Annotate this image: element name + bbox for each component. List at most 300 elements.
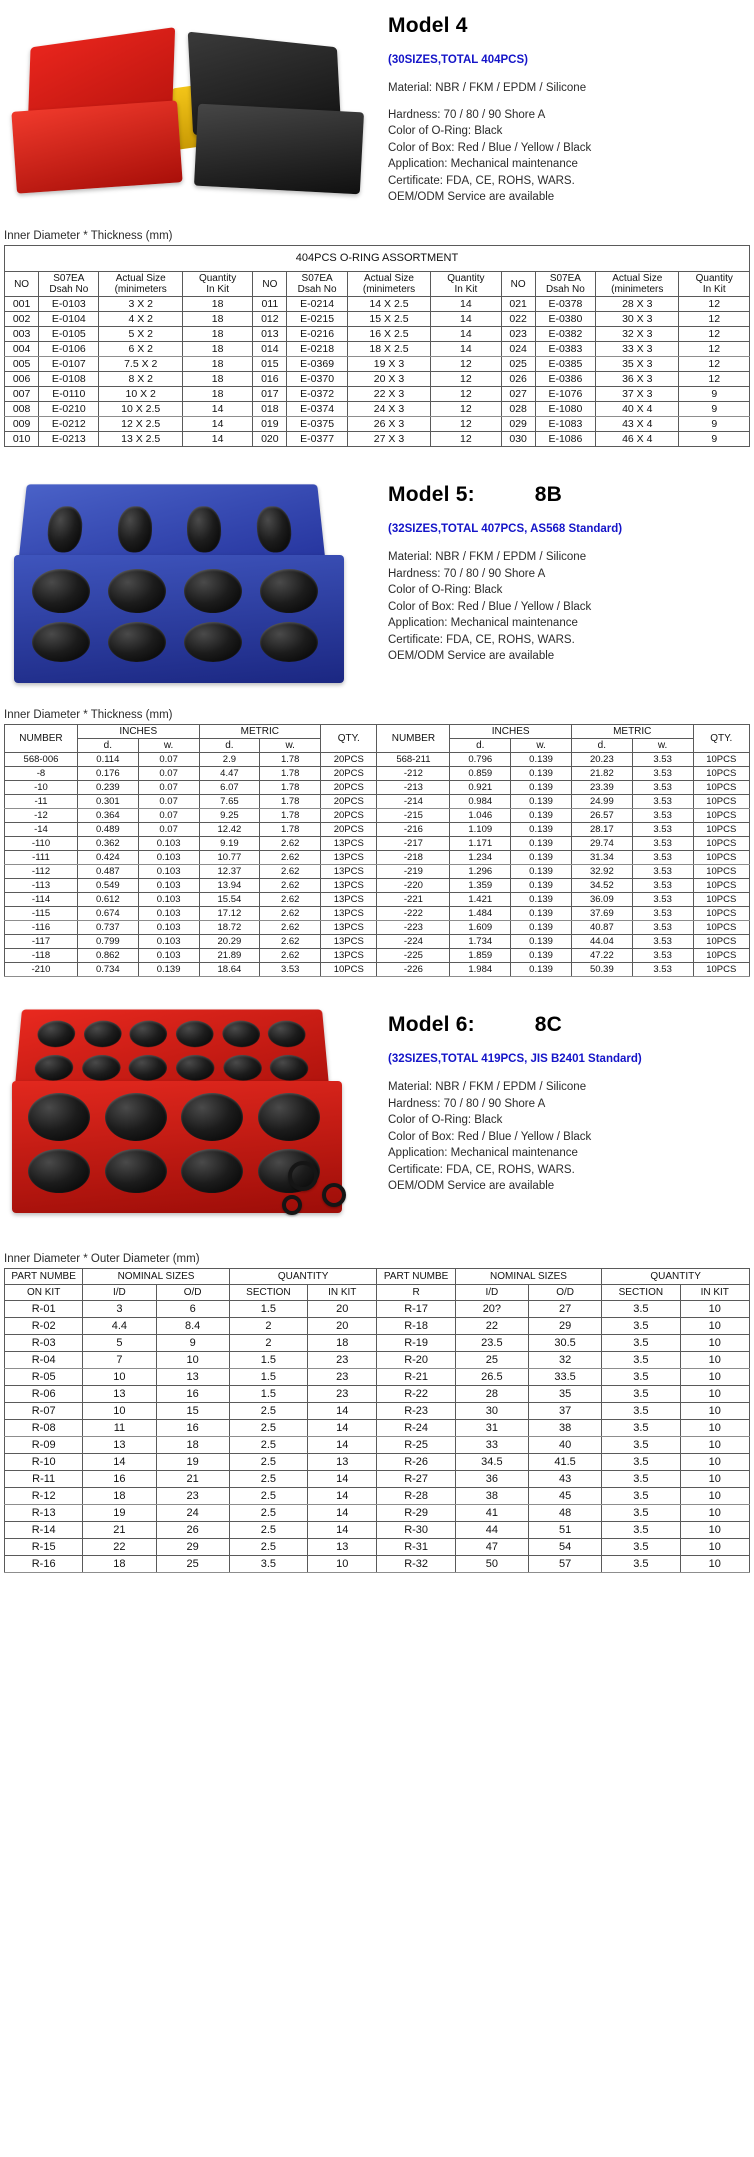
table-cell: 1.5 [229,1386,307,1403]
table-cell: 14 [308,1403,377,1420]
table-cell: 10 X 2 [99,387,182,402]
table-row [5,1437,750,1454]
table-cell: 10 [680,1505,750,1522]
table-header-metric: METRIC [571,725,693,739]
table-cell: 3.53 [632,921,693,935]
oring-slot [34,1055,74,1081]
table-cell: -11 [5,795,78,809]
table-cell: 18 [83,1556,156,1573]
table-cell: R-12 [5,1488,83,1505]
desc-oem: OEM/ODM Service are available [388,1180,555,1192]
table-cell: E-1083 [535,417,595,432]
table-cell: 9 [679,417,750,432]
table-cell: R-06 [5,1386,83,1403]
oring-slot [108,569,166,613]
table-cell: -115 [5,907,78,921]
table-cell: 33.5 [528,1369,601,1386]
table-cell: 6 [156,1301,229,1318]
table-cell: 23.5 [455,1335,528,1352]
table-cell: 30.5 [528,1335,601,1352]
table-cell: 10 [680,1556,750,1573]
table-cell: 0.139 [511,809,572,823]
table-cell: -215 [377,809,450,823]
table-row [5,1352,750,1369]
table-cell: 023 [501,327,535,342]
table-cell: 9.25 [199,809,260,823]
table-cell: R-03 [5,1335,83,1352]
table-title-model-4: 404PCS O-RING ASSORTMENT [5,246,750,272]
table-header-subcell: R [377,1285,455,1301]
table-row [5,1556,750,1573]
table-cell: 1.859 [450,949,511,963]
table-cell: 30 X 3 [596,312,679,327]
desc-application: Application: Mechanical maintenance [388,1147,578,1159]
lid-hole-grid [46,506,300,552]
table-header-cell: NO [253,272,287,297]
table-header-cell: Quantity In Kit [182,272,252,297]
table-cell: 18 [182,312,252,327]
table-cell: 10 [680,1403,750,1420]
desc-oring-color: Color of O-Ring: Black [388,584,503,596]
table-cell: 10PCS [693,949,749,963]
table-row [5,342,750,357]
table-cell: 026 [501,372,535,387]
table-cell: R-07 [5,1403,83,1420]
table-cell: 0.103 [138,893,199,907]
table-cell: 1.109 [450,823,511,837]
table-cell: 3.53 [632,823,693,837]
table-cell: 13.94 [199,879,260,893]
table-cell: 010 [5,432,39,447]
table-cell: 0.139 [138,963,199,977]
table-cell: 41.5 [528,1454,601,1471]
table-cell: 0.921 [450,781,511,795]
table-cell: 3.5 [229,1556,307,1573]
table-cell: 10 [680,1437,750,1454]
loose-oring [282,1195,302,1215]
black-box-base [194,104,364,195]
desc-oem: OEM/ODM Service are available [388,191,555,203]
table-header-subcell: d. [450,739,511,753]
table-cell: 9 [156,1335,229,1352]
table-cell: 3 [83,1301,156,1318]
table-head-model-4 [5,246,750,297]
table-cell: 006 [5,372,39,387]
table-cell: 14 [431,342,501,357]
table-cell: 0.139 [511,795,572,809]
table-cell: 1.78 [260,795,321,809]
table-cell: 40.87 [571,921,632,935]
table-cell: 18 X 2.5 [347,342,430,357]
table-cell: 2.62 [260,893,321,907]
table-cell: 2.9 [199,753,260,767]
table-cell: 1.5 [229,1352,307,1369]
table-cell: 10PCS [693,851,749,865]
table-header-subcell: SECTION [602,1285,680,1301]
table-cell: 029 [501,417,535,432]
table-cell: 568-211 [377,753,450,767]
table-row [5,753,750,767]
table-cell: 20PCS [321,767,377,781]
oring-kit-photo-red-open [0,999,380,1245]
table-cell: 13PCS [321,907,377,921]
oring-slot [222,1021,261,1048]
table-cell: 10 X 2.5 [99,402,182,417]
table-header-cell: Quantity In Kit [431,272,501,297]
table-cell: 12 [679,312,750,327]
table-cell: R-30 [377,1522,455,1539]
table-header-cell: S07EA Dsah No [287,272,347,297]
table-cell: 12 [431,402,501,417]
table-cell: 36 X 3 [596,372,679,387]
table-cell: 14 [308,1420,377,1437]
table-cell: E-0370 [287,372,347,387]
table-cell: 003 [5,327,39,342]
table-header-quantity: QUANTITY [229,1269,377,1285]
table-cell: 0.612 [77,893,138,907]
table-cell: 29 [528,1318,601,1335]
oring-slot [176,1021,214,1048]
table-cell: E-0375 [287,417,347,432]
red-box-base-open [12,1081,342,1213]
table-cell: 20 X 3 [347,372,430,387]
table-cell: 13PCS [321,837,377,851]
oring-slot [46,506,84,552]
table-cell: 23 [308,1386,377,1403]
table-cell: 3.53 [632,879,693,893]
table-cell: 20PCS [321,823,377,837]
table-cell: 35 [528,1386,601,1403]
table-cell: 3.5 [602,1471,680,1488]
table-cell: E-1076 [535,387,595,402]
table-cell: R-02 [5,1318,83,1335]
table-cell: 1.609 [450,921,511,935]
section-separator [0,977,754,999]
table-cell: E-0374 [287,402,347,417]
table-cell: 9 [679,387,750,402]
table-header-subcell: d. [199,739,260,753]
table-cell: 14 [308,1471,377,1488]
table-cell: 1.78 [260,823,321,837]
table-cell: 3.5 [602,1420,680,1437]
table-cell: 14 [182,432,252,447]
table-header-metric: METRIC [199,725,321,739]
table-cell: 3.5 [602,1318,680,1335]
table-cell: 2.5 [229,1437,307,1454]
table-cell: E-0386 [535,372,595,387]
table-cell: -217 [377,837,450,851]
table-row [5,1403,750,1420]
table-cell: 3.53 [632,781,693,795]
table-cell: 024 [501,342,535,357]
table-cell: 12.42 [199,823,260,837]
table-title-row [5,246,750,272]
desc-oem: OEM/ODM Service are available [388,650,555,662]
desc-spacer [388,97,754,107]
table-cell: 3.53 [632,795,693,809]
table-cell: 2.5 [229,1539,307,1556]
product-section-model-5 [0,469,754,701]
table-cell: 12 [679,327,750,342]
table-cell: 13PCS [321,935,377,949]
table-cell: E-0105 [39,327,99,342]
oring-slot [36,1021,75,1048]
oring-slot [105,1149,167,1193]
table-header-subcell: O/D [156,1285,229,1301]
table-cell: 10 [680,1522,750,1539]
table-cell: 0.139 [511,823,572,837]
table-cell: 14 X 2.5 [347,297,430,312]
desc-material: Material: NBR / FKM / EPDM / Silicone [388,551,587,563]
table-cell: -225 [377,949,450,963]
table-cell: 1.78 [260,753,321,767]
table-cell: 38 [528,1420,601,1437]
table-cell: 18 [308,1335,377,1352]
table-model-6 [4,1268,750,1573]
table-row [5,387,750,402]
table-header-cell: S07EA Dsah No [535,272,595,297]
table-cell: 2.5 [229,1505,307,1522]
table-cell: 3.5 [602,1369,680,1386]
table-cell: 014 [253,342,287,357]
table-cell: 14 [308,1505,377,1522]
table-row [5,823,750,837]
table-header-inches: INCHES [77,725,199,739]
table-cell: R-16 [5,1556,83,1573]
table-header-sub-row [5,1285,750,1301]
table-cell: 15 [156,1403,229,1420]
table-cell: 019 [253,417,287,432]
table-cell: R-24 [377,1420,455,1437]
table-cell: 0.362 [77,837,138,851]
table-cell: 16 [156,1386,229,1403]
table-cell: 5 X 2 [99,327,182,342]
table-cell: 18 [83,1488,156,1505]
table-cell: 14 [182,417,252,432]
table-cell: 27 [528,1301,601,1318]
table-body-model-5 [5,753,750,977]
table-cell: 12 [431,387,501,402]
table-cell: 38 [455,1488,528,1505]
table-cell: 10 [680,1539,750,1556]
table-cell: R-14 [5,1522,83,1539]
table-cell: 10 [156,1352,229,1369]
table-cell: 2.5 [229,1420,307,1437]
desc-hardness: Hardness: 70 / 80 / 90 Shore A [388,1097,546,1110]
table-cell: 10PCS [693,963,749,977]
table-header-part-number: PART NUMBE [377,1269,455,1285]
table-cell: 3.53 [632,865,693,879]
table-cell: 47.22 [571,949,632,963]
product-info-model-5 [380,469,754,701]
oring-slot [255,506,292,552]
product-photo-model-4 [0,0,380,222]
table-cell: 19 [156,1454,229,1471]
table-cell: E-0383 [535,342,595,357]
table-row [5,921,750,935]
table-cell: 31.34 [571,851,632,865]
table-cell: 030 [501,432,535,447]
table-cell: 1.734 [450,935,511,949]
table-cell: R-27 [377,1471,455,1488]
table-cell: 13 [83,1386,156,1403]
product-info-model-6 [380,999,754,1245]
table-cell: 3.5 [602,1454,680,1471]
table-cell: 2.62 [260,879,321,893]
table-cell: 10PCS [693,809,749,823]
table-cell: 0.07 [138,781,199,795]
table-cell: 32 X 3 [596,327,679,342]
table-cell: 10 [680,1335,750,1352]
table-cell: 32 [528,1352,601,1369]
table-cell: -224 [377,935,450,949]
table-cell: 2.62 [260,949,321,963]
table-cell: 26 X 3 [347,417,430,432]
table-cell: 0.859 [450,767,511,781]
desc-application: Application: Mechanical maintenance [388,617,578,629]
table-cell: 1.171 [450,837,511,851]
product-section-model-6 [0,999,754,1245]
table-cell: 0.364 [77,809,138,823]
table-cell: 10PCS [693,865,749,879]
model-title-text: Model 4 [388,14,468,37]
table-cell: 34.5 [455,1454,528,1471]
table-row [5,935,750,949]
table-cell: 40 [528,1437,601,1454]
table-cell: 18 [182,387,252,402]
table-cell: 3.5 [602,1556,680,1573]
table-cell: 14 [83,1454,156,1471]
table-cell: 20.29 [199,935,260,949]
table-cell: 0.103 [138,949,199,963]
table-cell: 13PCS [321,851,377,865]
table-row [5,949,750,963]
product-section-model-4 [0,0,754,222]
table-caption-model-6: Inner Diameter * Outer Diameter (mm) [4,1253,200,1265]
table-cell: 36.09 [571,893,632,907]
table-row [5,781,750,795]
table-cell: 0.139 [511,893,572,907]
oring-slot [184,569,242,613]
table-cell: 9.19 [199,837,260,851]
table-cell: -10 [5,781,78,795]
desc-certificate: Certificate: FDA, CE, ROHS, WARS. [388,174,575,187]
oring-slot [269,1055,309,1081]
table-header-quantity: QUANTITY [602,1269,750,1285]
table-cell: 14 [308,1522,377,1539]
table-row [5,1471,750,1488]
loose-oring [322,1183,346,1207]
oring-slot [223,1055,262,1081]
table-cell: 21.89 [199,949,260,963]
page-title-model-5 [388,483,754,507]
table-row [5,1454,750,1471]
table-cell: 0.103 [138,935,199,949]
table-cell: 1.984 [450,963,511,977]
product-photo-model-5 [0,469,380,701]
table-cell: E-0104 [39,312,99,327]
desc-oring-color: Color of O-Ring: Black [388,125,503,137]
table-model-5 [4,724,750,977]
table-cell: -218 [377,851,450,865]
table-cell: 10PCS [693,837,749,851]
table-cell: 3.5 [602,1386,680,1403]
table-cell: 022 [501,312,535,327]
oring-slot [187,506,222,552]
table-cell: 14 [431,312,501,327]
table-header-subcell: w. [138,739,199,753]
table-cell: 3.5 [602,1539,680,1556]
table-header-cell: NO [501,272,535,297]
table-cell: 2.62 [260,907,321,921]
table-cell: 10PCS [693,935,749,949]
table-cell: 50 [455,1556,528,1573]
table-cell: 25 [455,1352,528,1369]
table-row [5,297,750,312]
table-cell: 23.39 [571,781,632,795]
table-body-model-4 [5,297,750,447]
table-cell: 47 [455,1539,528,1556]
table-cell: 3.53 [632,949,693,963]
table-cell: 10.77 [199,851,260,865]
table-cell: 0.424 [77,851,138,865]
table-cell: -222 [377,907,450,921]
table-cell: 3.53 [632,837,693,851]
table-cell: 0.799 [77,935,138,949]
table-cell: E-0214 [287,297,347,312]
table-cell: 0.139 [511,879,572,893]
table-cell: 10 [680,1488,750,1505]
table-head-model-5 [5,725,750,753]
table-cell: 0.103 [138,879,199,893]
table-header-nominal-sizes: NOMINAL SIZES [83,1269,229,1285]
table-cell: 2.62 [260,921,321,935]
table-cell: 15.54 [199,893,260,907]
table-cell: 41 [455,1505,528,1522]
model-code-text: 8C [534,1013,563,1036]
table-header-subcell: SECTION [229,1285,307,1301]
table-header-cell: Actual Size (minimeters [347,272,430,297]
table-cell: 20PCS [321,781,377,795]
table-cell: E-0218 [287,342,347,357]
table-cell: 12 [679,342,750,357]
table-cell: 26.57 [571,809,632,823]
table-cell: 012 [253,312,287,327]
table-cell: 10PCS [321,963,377,977]
table-cell: 0.487 [77,865,138,879]
table-cell: E-1080 [535,402,595,417]
table-header-subcell: I/D [83,1285,156,1301]
oring-slot [129,1055,168,1081]
table-row [5,893,750,907]
table-cell: 35 X 3 [596,357,679,372]
table-cell: 10 [680,1301,750,1318]
table-cell: 23 [308,1352,377,1369]
table-cell: 18.64 [199,963,260,977]
table-cell: 0.489 [77,823,138,837]
table-cell: 12 [679,372,750,387]
table-cell: 3.53 [632,767,693,781]
table-cell: 3.53 [260,963,321,977]
table-header-subcell: w. [260,739,321,753]
description-model-4 [388,80,754,206]
table-cell: 10PCS [693,795,749,809]
table-cell: 19 X 3 [347,357,430,372]
oring-slot [28,1149,90,1193]
table-cell: 14 [431,327,501,342]
table-cell: 13 [308,1539,377,1556]
table-cell: 2 [229,1318,307,1335]
